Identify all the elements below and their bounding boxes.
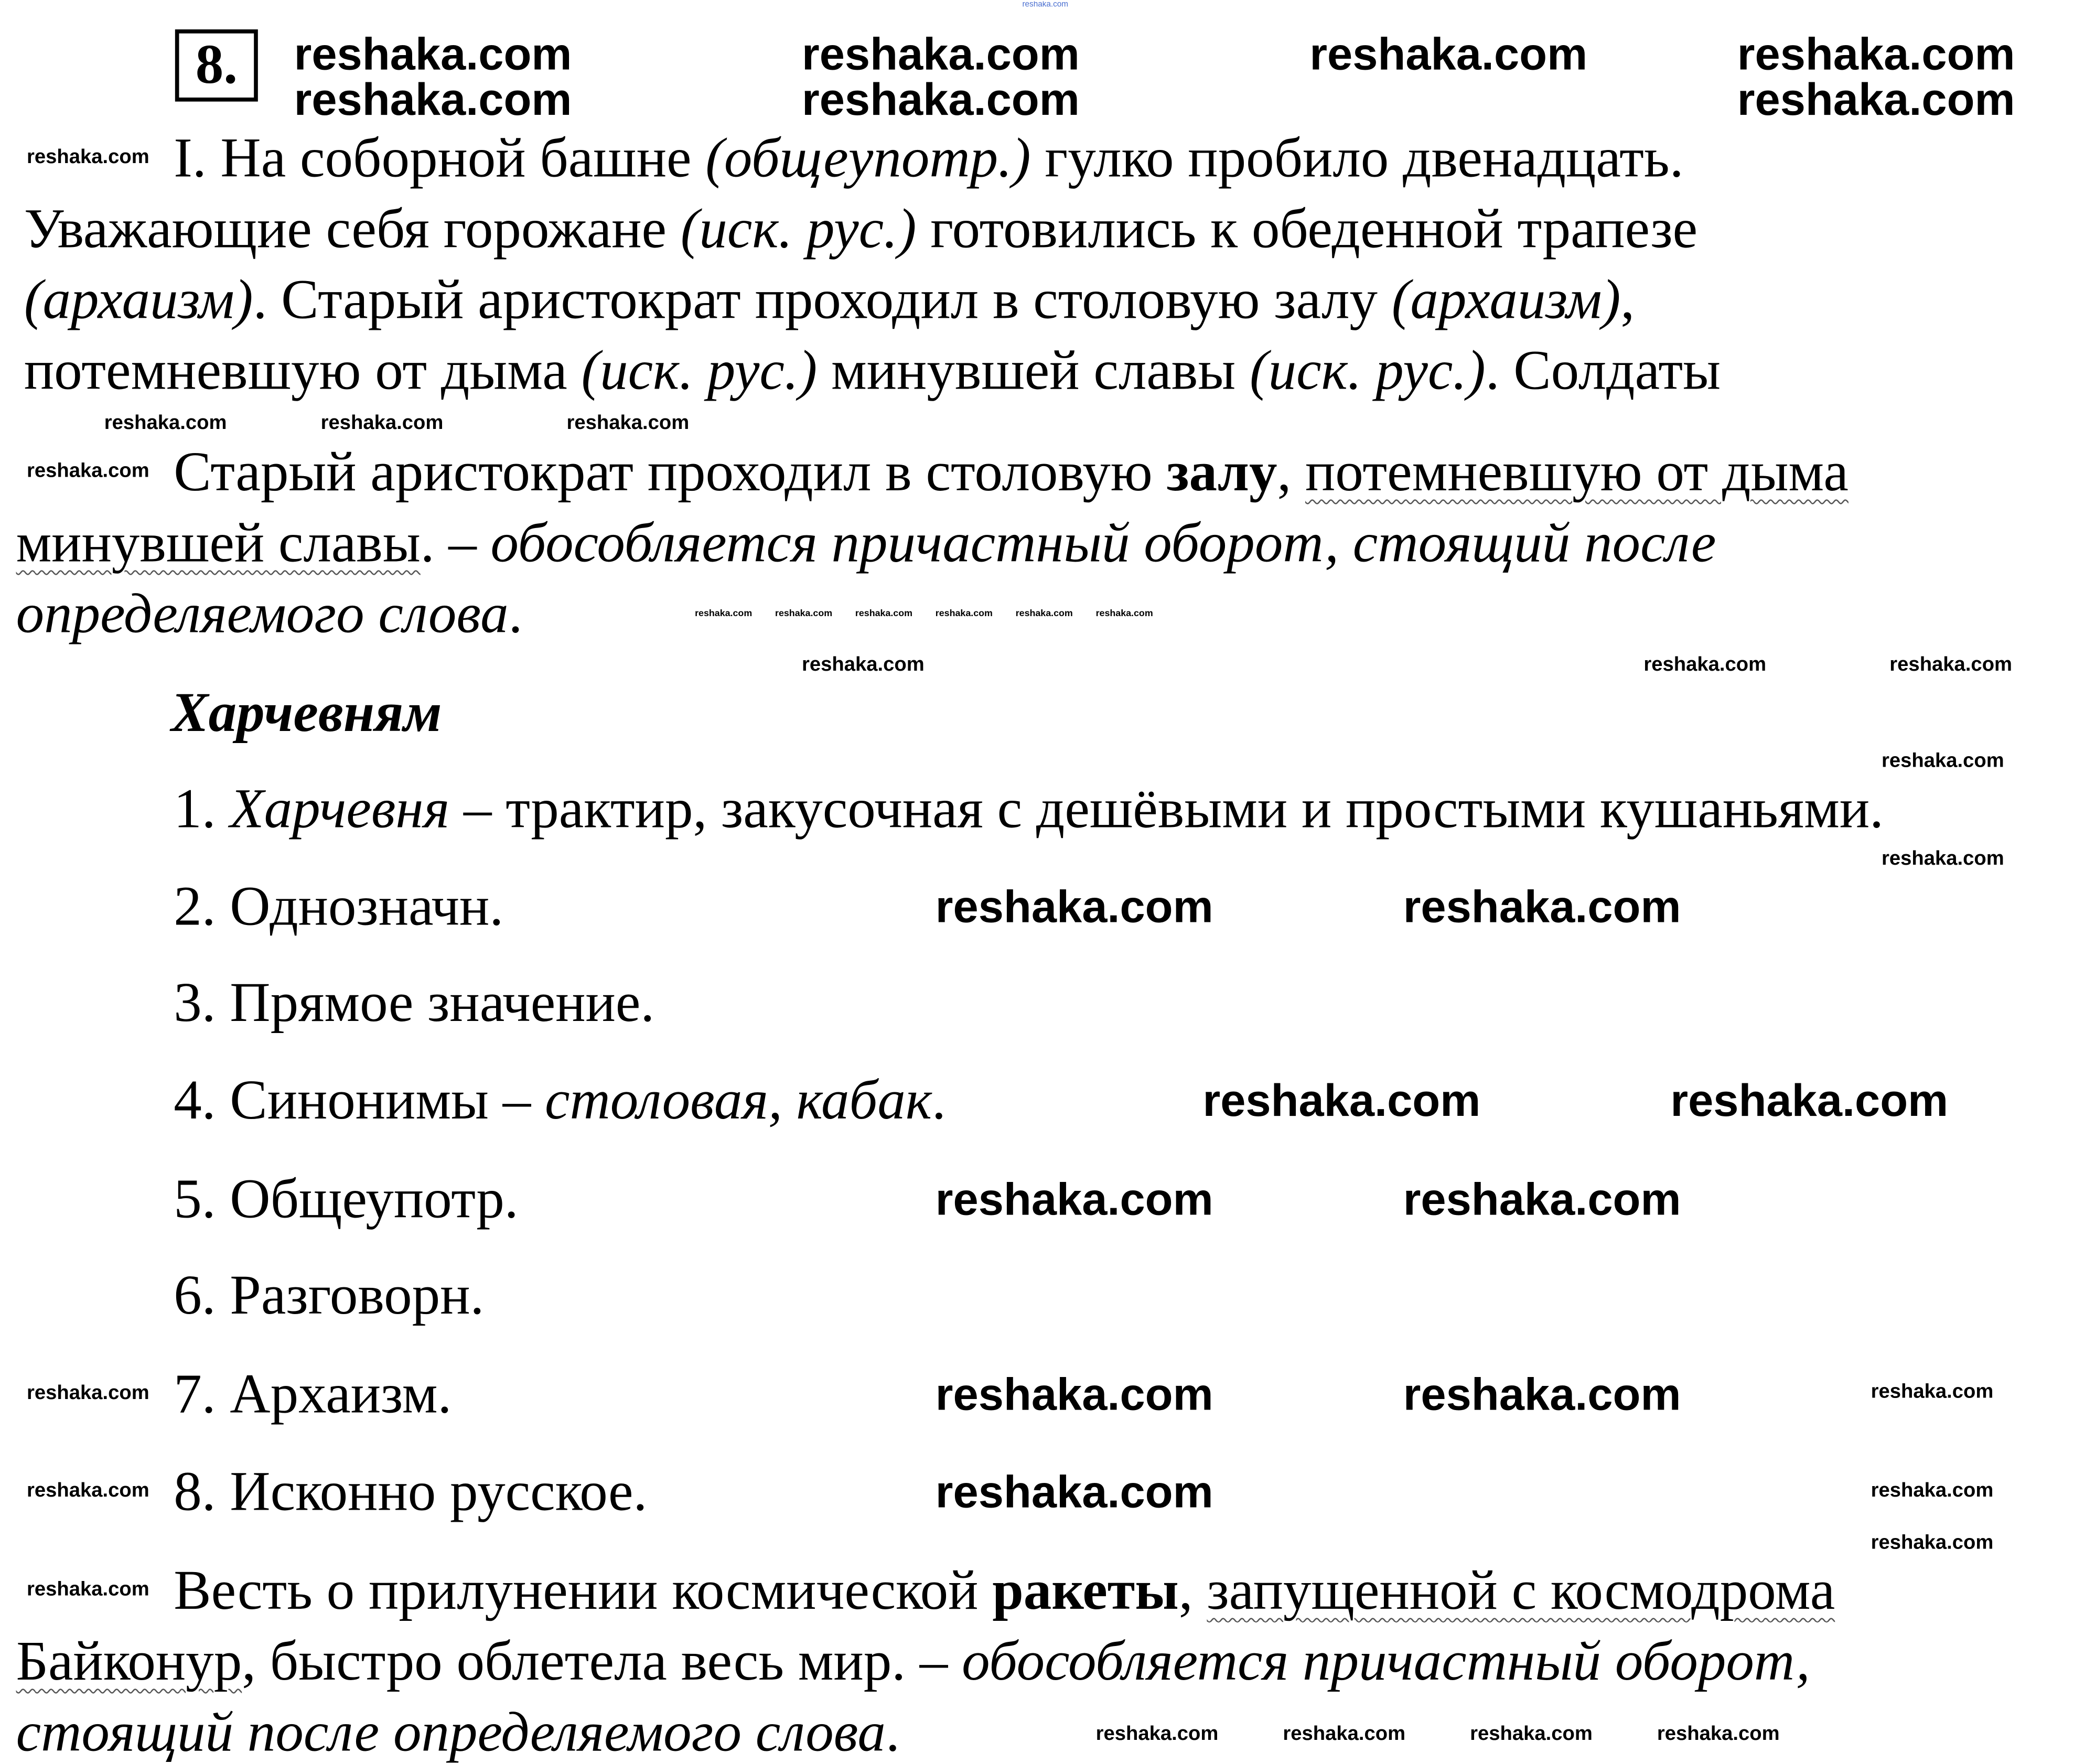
list-item: 8. Исконно русское. — [174, 1461, 648, 1524]
text-line: Байконур, быстро облетела весь мир. – обособляется причастный оборот, — [16, 1631, 1810, 1693]
text-line: минувшей славы. – обособляется причастный оборот, стоящий после — [16, 513, 1716, 575]
text-line: Старый аристократ проходил в столовую залу, потемневшую от дыма — [174, 442, 1849, 504]
watermark: reshaka.com — [294, 74, 572, 126]
watermark: reshaka.com — [935, 1174, 1213, 1225]
text-line: Уважающие себя горожане (иск. рус.) готовились к обеденной трапезе — [24, 199, 1698, 261]
list-item: 2. Однозначн. — [174, 876, 504, 938]
list-item: 5. Общеупотр. — [174, 1169, 519, 1231]
task-number: 8. — [175, 29, 258, 102]
watermark: reshaka.com — [104, 411, 227, 435]
list-item: 7. Архаизм. — [174, 1364, 452, 1426]
watermark: reshaka.com — [775, 609, 833, 619]
watermark: reshaka.com — [1403, 1174, 1681, 1225]
watermark: reshaka.com — [1871, 1531, 1994, 1554]
watermark: reshaka.com — [294, 29, 572, 80]
watermark: reshaka.com — [1015, 609, 1073, 619]
watermark: reshaka.com — [1657, 1722, 1780, 1746]
watermark: reshaka.com — [801, 29, 1080, 80]
watermark: reshaka.com — [566, 411, 690, 435]
watermark: reshaka.com — [1643, 653, 1767, 676]
watermark: reshaka.com — [26, 1381, 149, 1405]
watermark: reshaka.com — [1403, 881, 1681, 933]
text-line: потемневшую от дыма (иск. рус.) минувшей славы (иск. рус.). Солдаты — [24, 340, 1721, 403]
list-item: 1. Харчевня – трактир, закусочная с дешёвыми и простыми кушаньями. — [174, 779, 1884, 841]
watermark: reshaka.com — [26, 1578, 149, 1601]
watermark: reshaka.com — [26, 145, 149, 169]
watermark: reshaka.com — [1095, 609, 1153, 619]
watermark: reshaka.com — [1871, 1479, 1994, 1502]
watermark: reshaka.com — [1095, 1722, 1219, 1746]
watermark: reshaka.com — [935, 1370, 1213, 1421]
watermark: reshaka.com — [1889, 653, 2013, 676]
watermark: reshaka.com — [1283, 1722, 1406, 1746]
watermark: reshaka.com — [1670, 1075, 1949, 1127]
text-line: определяемого слова. — [16, 584, 523, 646]
watermark: reshaka.com — [1737, 29, 2015, 80]
watermark: reshaka.com — [1737, 74, 2015, 126]
watermark: reshaka.com — [1882, 749, 2004, 772]
watermark: reshaka.com — [1202, 1075, 1481, 1127]
text-line: Весть о прилунении космической ракеты, запущенной с космодрома — [174, 1561, 1835, 1622]
watermark: reshaka.com — [855, 609, 913, 619]
watermark: reshaka.com — [26, 1479, 149, 1502]
watermark: reshaka.com — [695, 609, 753, 619]
watermark: reshaka.com — [1882, 847, 2004, 870]
watermark: reshaka.com — [935, 1467, 1213, 1518]
list-item: 3. Прямое значение. — [174, 973, 655, 1035]
watermark: reshaka.com — [1470, 1722, 1593, 1746]
watermark: reshaka.com — [801, 74, 1080, 126]
watermark: reshaka.com — [1871, 1380, 1994, 1403]
text-line: (архаизм). Старый аристократ проходил в столовую залу (архаизм), — [24, 270, 1635, 331]
text-line: стоящий после определяемого слова. — [16, 1702, 900, 1764]
watermark: reshaka.com — [320, 411, 444, 435]
text-line: I. На соборной башне (общеупотр.) гулко пробило двенадцать. — [174, 128, 1684, 190]
list-item: 4. Синонимы – столовая, кабак. — [174, 1070, 946, 1132]
watermark: reshaka.com — [1022, 1, 1069, 9]
watermark: reshaka.com — [1309, 29, 1588, 80]
list-item: 6. Разговорн. — [174, 1265, 485, 1327]
watermark: reshaka.com — [801, 653, 925, 676]
watermark: reshaka.com — [26, 459, 149, 482]
watermark: reshaka.com — [1403, 1370, 1681, 1421]
watermark: reshaka.com — [935, 609, 993, 619]
heading: Харчевням — [171, 683, 442, 745]
watermark: reshaka.com — [935, 881, 1213, 933]
